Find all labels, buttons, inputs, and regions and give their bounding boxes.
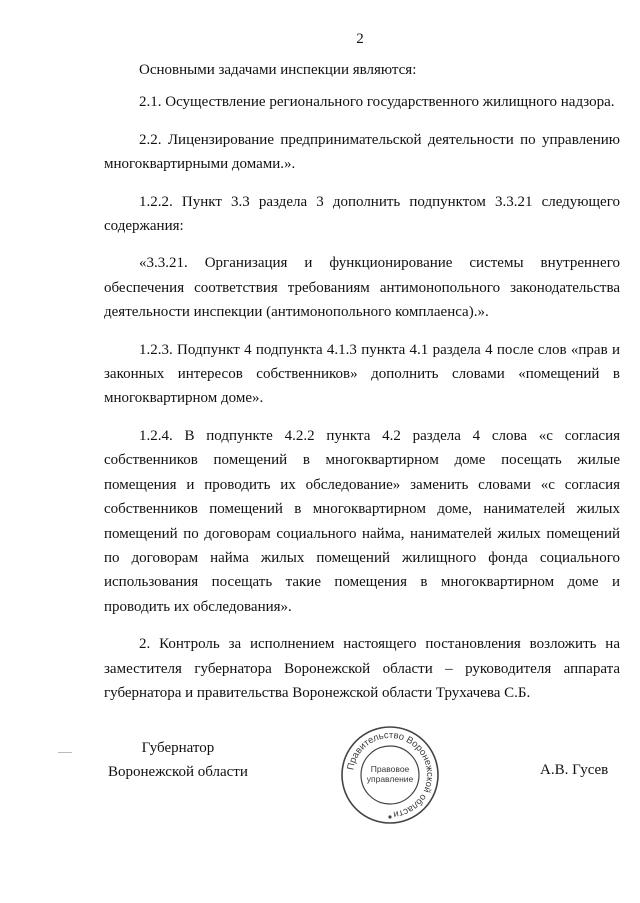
paragraph-2-1: 2.1. Осуществление регионального государственного жилищного надзора.: [139, 94, 615, 111]
signatory-title: [108, 736, 248, 784]
stamp-ring-text: Правительство Воронежской области: [345, 729, 436, 820]
signatory-title-line1: Губернатор: [141, 740, 215, 756]
paragraph-1-2-2: 1.2.2. Пункт 3.3 раздела 3 дополнить подпунктом 3.3.21 следующего содержания:: [104, 193, 620, 235]
paragraph-control: 2. Контроль за исполнением настоящего постановления возложить на заместителя губернатора Воронежской области – руководителя аппарата губернатора и правительства Воронежской области Трухачева С.Б.: [104, 636, 620, 701]
margin-mark: [58, 752, 72, 753]
document-body: [104, 58, 620, 718]
paragraph-1-2-4: 1.2.4. В подпункте 4.2.2 пункта 4.2 раздела 4 слова «с согласия собственников помещений в многоквартирном доме посещать жилые помещения и проводить их обследование» заменить словами «с согласия собственников помещений в многоквартирном доме, нанимателей жилых помещений по договорам социального найма, нанимателей жилых помещений по договорам найма жилых помещений жилищного фонда социального использования посещать такие помещения в многоквартирном доме и проводить их обследования».: [104, 427, 620, 615]
paragraph-main-tasks: Основными задачами инспекции являются:: [139, 62, 417, 78]
paragraph-2-2: 2.2. Лицензирование предпринимательской деятельности по управлению многоквартирными домами.».: [104, 131, 620, 173]
paragraph-1-2-3: 1.2.3. Подпункт 4 подпункта 4.1.3 пункта 4.1 раздела 4 после слов «прав и законных интересов собственников» дополнить словами «помещений в многоквартирном доме».: [104, 341, 620, 407]
paragraph-3-3-21: «3.3.21. Организация и функционирование системы внутреннего обеспечения соответствия требованиям антимонопольного законодательства деятельности инспекции (антимонопольного комплаенса).».: [104, 255, 620, 321]
page-number: 2: [356, 31, 364, 47]
stamp-center-line2: управление: [366, 774, 414, 784]
stamp-seal-icon: [339, 724, 441, 826]
stamp-center-line1: Правовое: [370, 764, 410, 774]
signatory-title-line2: Воронежской области: [108, 764, 248, 780]
legal-department-stamp: [339, 724, 441, 826]
signatory-name: А.В. Гусев: [540, 762, 609, 778]
